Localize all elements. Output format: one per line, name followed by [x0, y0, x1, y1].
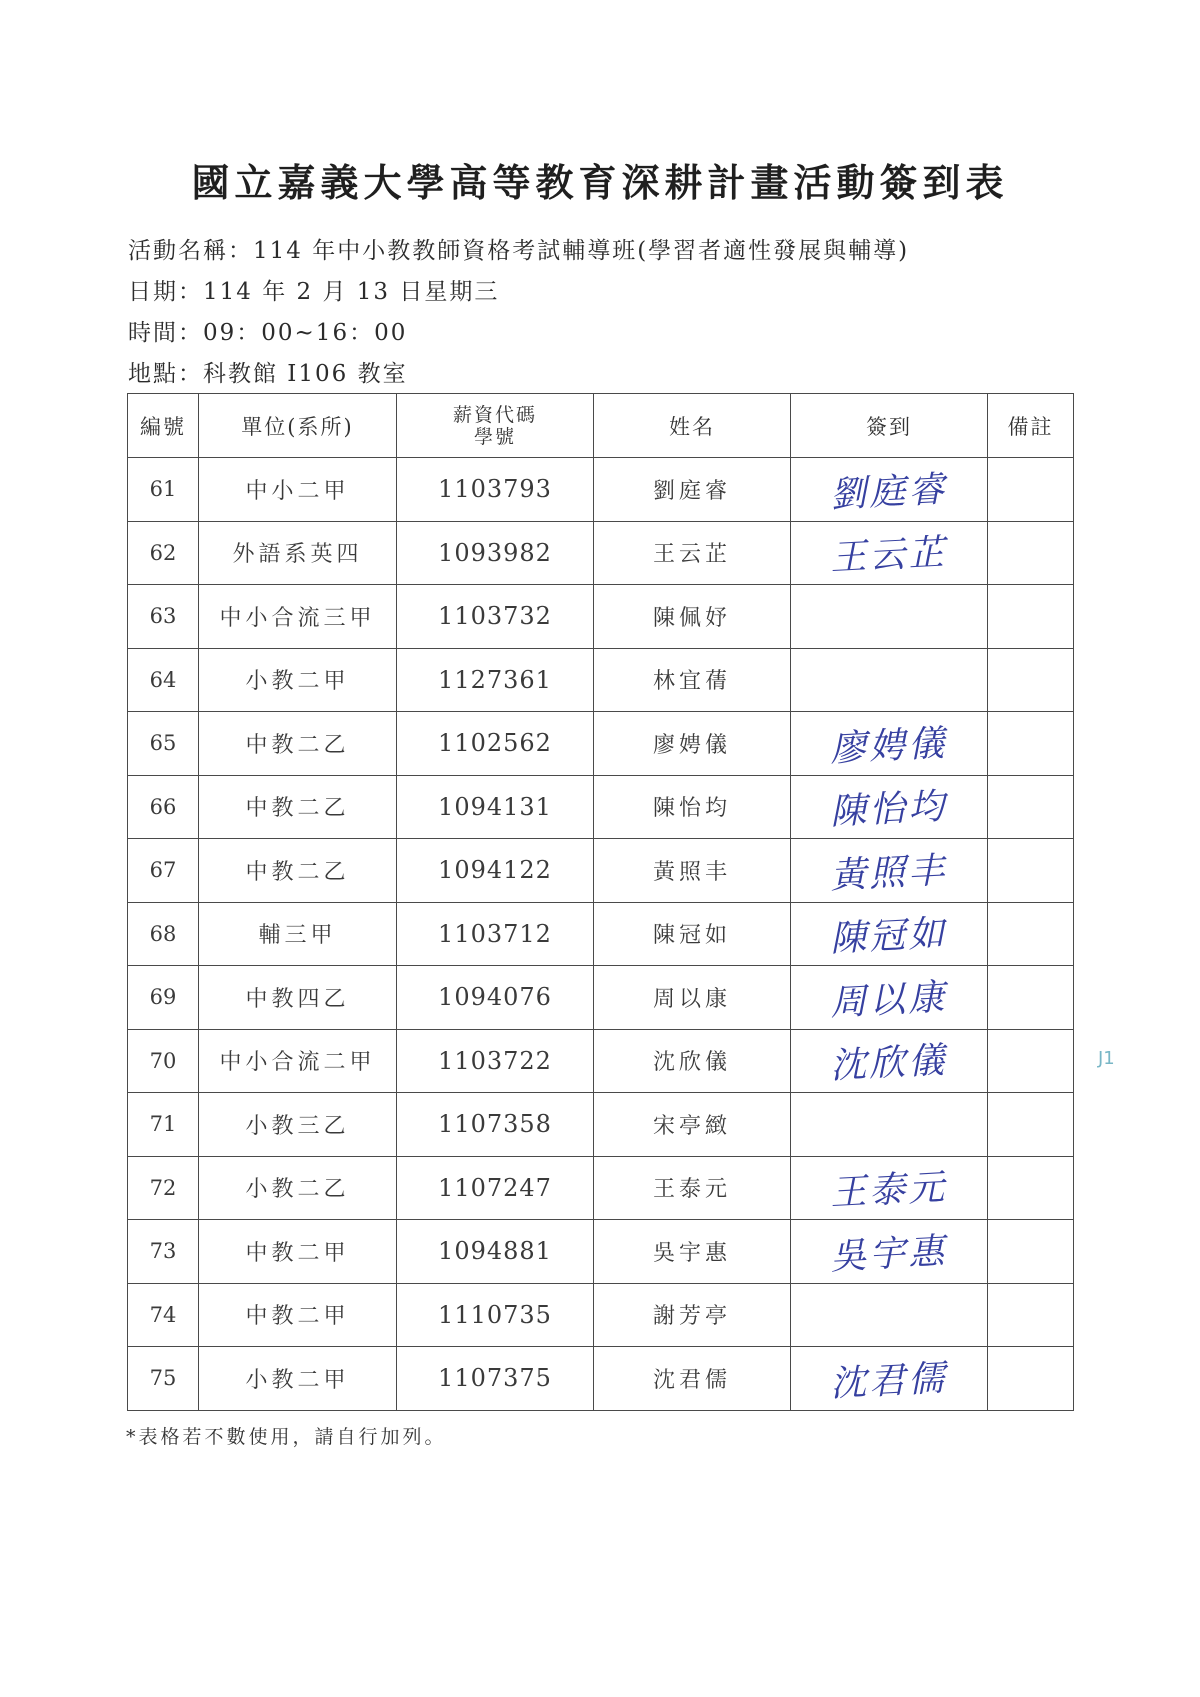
table-row — [128, 458, 1074, 522]
row-unit: 小教二甲 — [199, 648, 397, 712]
table-row — [128, 1156, 1074, 1220]
row-number: 65 — [128, 712, 199, 776]
row-student-id: 1107247 — [397, 1156, 594, 1220]
stray-pen-mark: J1 — [1098, 1048, 1115, 1069]
row-unit: 小教二乙 — [199, 1156, 397, 1220]
attendance-table — [127, 393, 1074, 1411]
row-signature — [791, 1156, 988, 1220]
row-name: 林宜蒨 — [594, 648, 791, 712]
handwritten-signature: 周以康 — [829, 976, 949, 1024]
table-row — [128, 839, 1074, 903]
header-remarks: 備註 — [988, 394, 1074, 458]
row-student-id: 1094131 — [397, 775, 594, 839]
row-remarks — [988, 1283, 1074, 1347]
time-line — [128, 314, 407, 347]
row-signature — [791, 648, 988, 712]
time-label: 時間： — [128, 320, 203, 346]
row-name: 王云芷 — [594, 521, 791, 585]
handwritten-signature: 陳怡均 — [829, 786, 949, 834]
handwritten-signature: 黃照丰 — [829, 849, 949, 897]
row-name: 廖娉儀 — [594, 712, 791, 776]
row-student-id: 1127361 — [397, 648, 594, 712]
row-number: 68 — [128, 902, 199, 966]
header-code-line1: 薪資代碼 — [452, 403, 537, 426]
time-value: 09：00~16：00 — [203, 320, 408, 346]
header-code-line2: 學號 — [473, 425, 516, 448]
row-number: 64 — [128, 648, 199, 712]
date-value: 114 年 2 月 13 日星期三 — [203, 279, 500, 305]
row-name: 黃照丰 — [594, 839, 791, 903]
row-remarks — [988, 521, 1074, 585]
row-remarks — [988, 712, 1074, 776]
table-footnote: *表格若不數使用，請自行加列。 — [126, 1426, 447, 1448]
row-remarks — [988, 1156, 1074, 1220]
row-student-id: 1094076 — [397, 966, 594, 1030]
row-signature — [791, 585, 988, 649]
activity-name-line — [128, 232, 909, 265]
row-student-id: 1107358 — [397, 1093, 594, 1157]
row-name: 沈君儒 — [594, 1347, 791, 1411]
row-number: 62 — [128, 521, 199, 585]
row-name: 吳宇惠 — [594, 1220, 791, 1284]
header-no: 編號 — [128, 394, 199, 458]
row-unit: 中小合流二甲 — [199, 1029, 397, 1093]
row-remarks — [988, 1029, 1074, 1093]
header-unit: 單位(系所) — [199, 394, 397, 458]
row-name: 謝芳亭 — [594, 1283, 791, 1347]
row-name: 宋亭緻 — [594, 1093, 791, 1157]
row-remarks — [988, 1347, 1074, 1411]
row-student-id: 1103732 — [397, 585, 594, 649]
row-name: 劉庭睿 — [594, 458, 791, 522]
handwritten-signature: 王云芷 — [829, 532, 949, 580]
row-student-id: 1103712 — [397, 902, 594, 966]
table-row — [128, 585, 1074, 649]
row-name: 沈欣儀 — [594, 1029, 791, 1093]
table-row — [128, 966, 1074, 1030]
row-signature — [791, 839, 988, 903]
table-row — [128, 1347, 1074, 1411]
row-name: 王泰元 — [594, 1156, 791, 1220]
row-name: 周以康 — [594, 966, 791, 1030]
table-row — [128, 1220, 1074, 1284]
handwritten-signature: 陳冠如 — [829, 913, 949, 961]
row-signature — [791, 1093, 988, 1157]
document-title: 國立嘉義大學高等教育深耕計畫活動簽到表 — [191, 160, 1009, 205]
row-unit: 中小合流三甲 — [199, 585, 397, 649]
row-student-id: 1103722 — [397, 1029, 594, 1093]
row-unit: 中教四乙 — [199, 966, 397, 1030]
row-signature — [791, 1347, 988, 1411]
table-row — [128, 712, 1074, 776]
row-signature — [791, 775, 988, 839]
handwritten-signature: 吳宇惠 — [829, 1230, 949, 1278]
table-row — [128, 775, 1074, 839]
row-signature — [791, 1220, 988, 1284]
table-row — [128, 1283, 1074, 1347]
row-signature — [791, 902, 988, 966]
row-signature — [791, 966, 988, 1030]
table-row — [128, 902, 1074, 966]
row-signature — [791, 458, 988, 522]
row-student-id: 1094122 — [397, 839, 594, 903]
row-number: 70 — [128, 1029, 199, 1093]
row-unit: 小教二甲 — [199, 1347, 397, 1411]
place-line — [128, 355, 408, 388]
row-remarks — [988, 1093, 1074, 1157]
row-remarks — [988, 966, 1074, 1030]
row-number: 74 — [128, 1283, 199, 1347]
handwritten-signature: 沈君儒 — [829, 1357, 949, 1405]
row-number: 63 — [128, 585, 199, 649]
row-remarks — [988, 648, 1074, 712]
row-unit: 中教二乙 — [199, 712, 397, 776]
row-unit: 中教二乙 — [199, 775, 397, 839]
row-unit: 中教二甲 — [199, 1283, 397, 1347]
place-label: 地點： — [128, 361, 203, 387]
row-remarks — [988, 585, 1074, 649]
handwritten-signature: 劉庭睿 — [829, 468, 949, 516]
row-name: 陳佩妤 — [594, 585, 791, 649]
row-number: 69 — [128, 966, 199, 1030]
row-signature — [791, 1029, 988, 1093]
row-number: 75 — [128, 1347, 199, 1411]
date-label: 日期： — [128, 279, 203, 305]
header-signature: 簽到 — [791, 394, 988, 458]
row-number: 73 — [128, 1220, 199, 1284]
date-line — [128, 273, 499, 306]
row-name: 陳怡均 — [594, 775, 791, 839]
place-value: 科教館 I106 教室 — [203, 361, 408, 387]
row-student-id: 1103793 — [397, 458, 594, 522]
row-number: 61 — [128, 458, 199, 522]
activity-name-label: 活動名稱： — [128, 238, 253, 264]
row-remarks — [988, 1220, 1074, 1284]
row-number: 72 — [128, 1156, 199, 1220]
handwritten-signature: 王泰元 — [829, 1167, 949, 1215]
row-student-id: 1102562 — [397, 712, 594, 776]
table-body — [128, 458, 1074, 1411]
table-row — [128, 1093, 1074, 1157]
row-unit: 中教二甲 — [199, 1220, 397, 1284]
row-remarks — [988, 839, 1074, 903]
row-unit: 外語系英四 — [199, 521, 397, 585]
table-row — [128, 521, 1074, 585]
row-remarks — [988, 902, 1074, 966]
handwritten-signature: 沈欣儀 — [829, 1040, 949, 1088]
row-unit: 小教三乙 — [199, 1093, 397, 1157]
row-number: 67 — [128, 839, 199, 903]
row-number: 66 — [128, 775, 199, 839]
table-row — [128, 1029, 1074, 1093]
activity-name-value: 114 年中小教教師資格考試輔導班(學習者適性發展與輔導) — [253, 238, 910, 264]
row-name: 陳冠如 — [594, 902, 791, 966]
table-row — [128, 648, 1074, 712]
header-code — [397, 394, 594, 458]
row-remarks — [988, 775, 1074, 839]
row-unit: 中小二甲 — [199, 458, 397, 522]
row-student-id: 1093982 — [397, 521, 594, 585]
row-signature — [791, 1283, 988, 1347]
row-unit: 中教二乙 — [199, 839, 397, 903]
row-student-id: 1110735 — [397, 1283, 594, 1347]
header-name: 姓名 — [594, 394, 791, 458]
row-signature — [791, 712, 988, 776]
handwritten-signature: 廖娉儀 — [829, 722, 949, 770]
row-student-id: 1094881 — [397, 1220, 594, 1284]
row-student-id: 1107375 — [397, 1347, 594, 1411]
row-remarks — [988, 458, 1074, 522]
table-header-row — [128, 394, 1074, 458]
row-number: 71 — [128, 1093, 199, 1157]
row-signature — [791, 521, 988, 585]
row-unit: 輔三甲 — [199, 902, 397, 966]
